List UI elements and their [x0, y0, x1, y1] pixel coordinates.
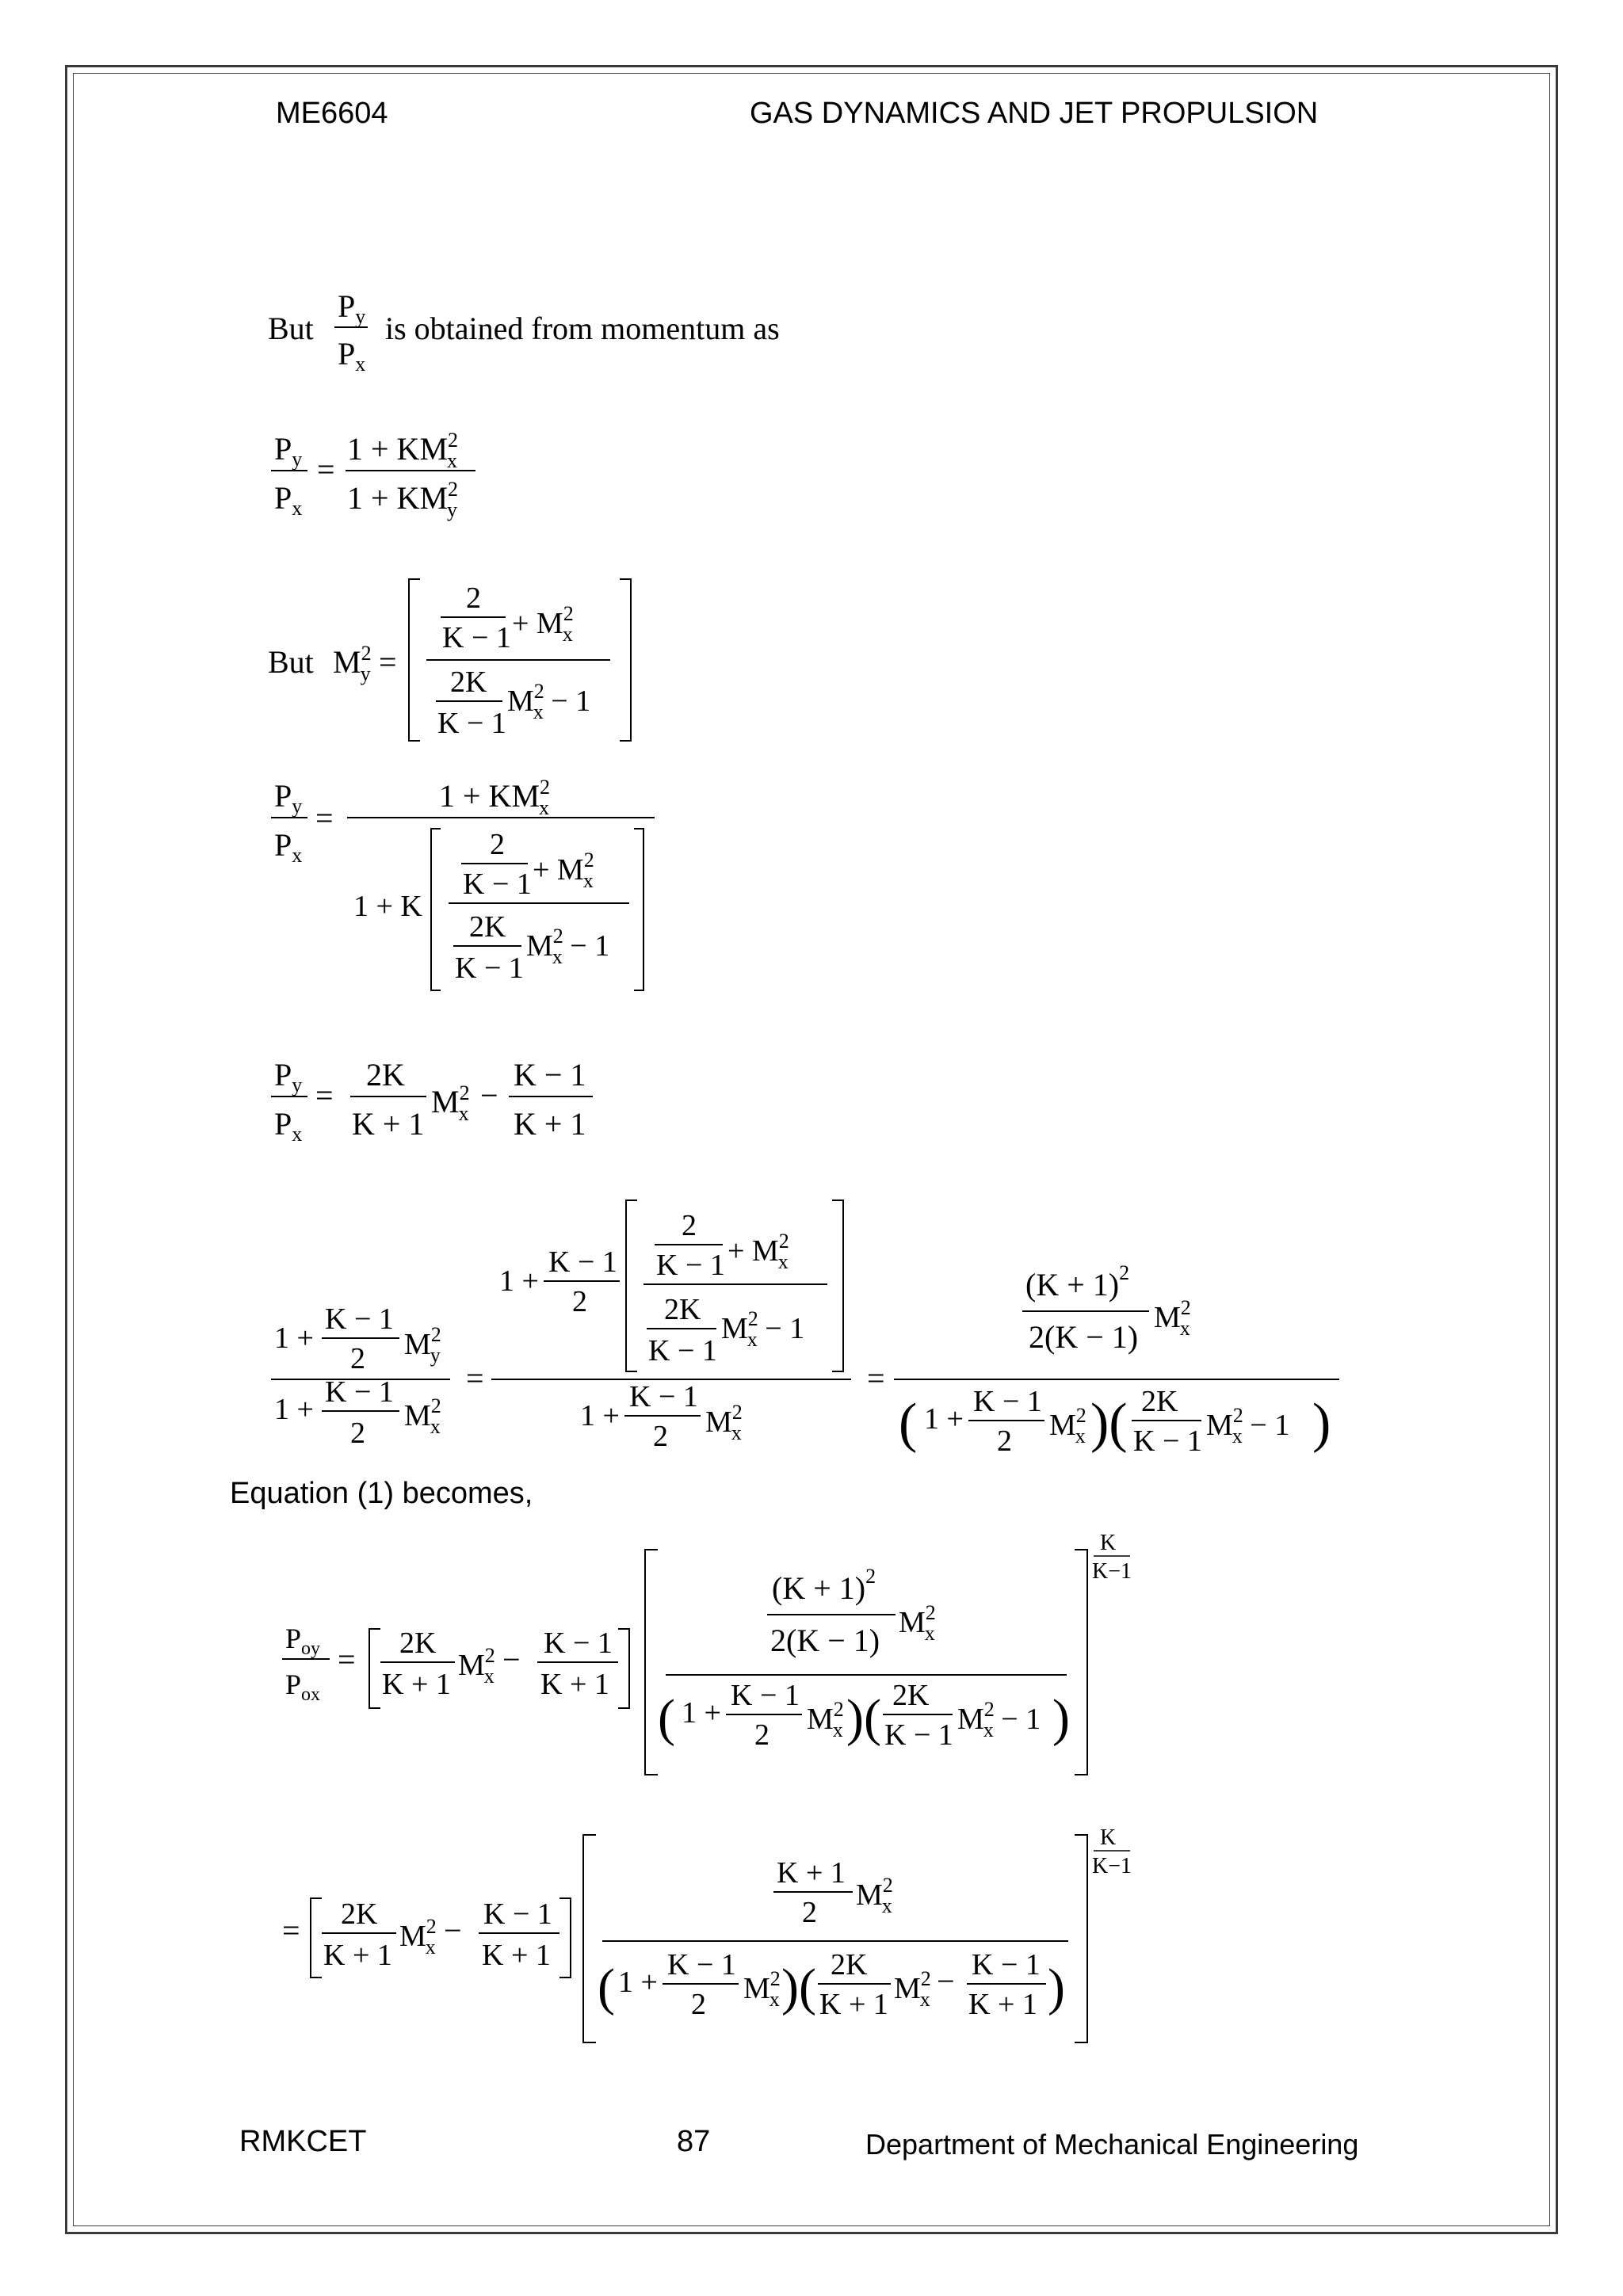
intro-but: But: [268, 311, 314, 346]
footer-page-number: 87: [677, 2125, 711, 2158]
svg-text:Px: $P_x$: [274, 480, 303, 520]
svg-text:2: 2: [802, 1896, 817, 1929]
svg-text:M2x: $M^2$ x: [404, 1394, 441, 1438]
svg-text:2(K − 1): 2(K − 1): [770, 1623, 880, 1658]
svg-text:1 +: 1 +: [682, 1696, 721, 1730]
svg-text:M2x − 1: $M^2$ x − 1: [526, 925, 610, 968]
svg-text:Py: $P_y$: [338, 288, 366, 328]
svg-text:K − 1: K − 1: [442, 621, 511, 654]
svg-text:M2x: $M^2$ x: [899, 1601, 936, 1645]
svg-text:K + 1: K + 1: [514, 1106, 586, 1142]
svg-text:2: 2: [653, 1420, 668, 1453]
svg-text:K−1: K−1: [1092, 1559, 1132, 1584]
svg-text:2K: 2K: [469, 910, 506, 944]
svg-text:K − 1: K − 1: [325, 1375, 394, 1409]
equation-pressure-ratio-final: [268, 1046, 617, 1157]
svg-text:K − 1: K − 1: [544, 1627, 613, 1660]
svg-text:K − 1: K − 1: [514, 1057, 586, 1093]
svg-text:M2x: $M^2$ x: [458, 1644, 495, 1688]
footer-college: RMKCET: [239, 2125, 367, 2158]
svg-text:K − 1: K − 1: [629, 1380, 698, 1413]
svg-text:K + 1: K + 1: [352, 1106, 425, 1142]
svg-text:K − 1: K − 1: [483, 1897, 552, 1931]
svg-text:K + 1: K + 1: [777, 1856, 846, 1890]
svg-text:Pox: $P_{ox}$: [285, 1669, 321, 1705]
svg-text:2K: 2K: [399, 1627, 437, 1660]
svg-text:M2x: $M^2$ x: [894, 1967, 931, 2011]
svg-text:2: 2: [754, 1718, 769, 1752]
svg-text:M2x: $M^2$ x: [807, 1698, 844, 1741]
svg-text:M2y: $M^2$ y: [404, 1323, 441, 1367]
svg-text:(: (: [598, 1958, 615, 2016]
svg-text:2K: 2K: [450, 666, 487, 699]
svg-text:+ M2x: + $M^2$ x: [512, 602, 574, 646]
svg-text:M2y: $M^2$ y: [333, 642, 372, 685]
svg-text:Px: $P_x$: [338, 336, 366, 376]
svg-text:K + 1: K + 1: [482, 1939, 551, 1972]
svg-text:Px: $P_x$: [274, 1106, 303, 1146]
svg-text:M2x − 1: $M^2$ x − 1: [957, 1698, 1041, 1741]
svg-text:M2x − 1: $M^2$ x − 1: [507, 680, 591, 723]
svg-text:2K: 2K: [664, 1293, 701, 1326]
svg-text:2: 2: [490, 828, 505, 861]
svg-text:(: (: [658, 1689, 675, 1747]
svg-text:−: −: [502, 1642, 521, 1677]
intro-text: is obtained from momentum as: [385, 311, 780, 346]
svg-text:Px: $P_x$: [274, 827, 303, 867]
svg-text:K + 1: K + 1: [323, 1939, 392, 1972]
svg-text:M2x: $M^2$ x: [856, 1874, 893, 1917]
svg-text:1 + KM2x: $1 + KM^2$ x: [347, 429, 459, 472]
svg-text:2K: 2K: [341, 1897, 378, 1931]
svg-text:K − 1: K − 1: [731, 1679, 800, 1712]
svg-text:2: 2: [691, 1988, 706, 2021]
svg-text:−: −: [444, 1913, 462, 1948]
svg-text:): ): [1048, 1958, 1065, 2016]
svg-text:)(: )(: [846, 1689, 881, 1747]
svg-text:2(K − 1): 2(K − 1): [1029, 1319, 1139, 1355]
svg-text:M2x: $M^2$ x: [1154, 1296, 1191, 1340]
svg-text:K + 1: K + 1: [382, 1668, 451, 1701]
svg-text:2: 2: [350, 1417, 365, 1450]
svg-text:Py: $P_y$: [274, 778, 303, 818]
svg-text:M2x: $M^2$ x: [705, 1401, 743, 1444]
svg-text:K − 1: K − 1: [667, 1948, 736, 1981]
svg-text:1 +: 1 +: [924, 1402, 964, 1436]
svg-text:K − 1: K − 1: [548, 1245, 617, 1279]
svg-text:K − 1: K − 1: [1133, 1425, 1202, 1458]
svg-text:=: =: [315, 800, 334, 836]
svg-text:M2x − 1: $M^2$ x − 1: [1206, 1404, 1290, 1447]
svg-text:1 + K: 1 + K: [353, 890, 422, 923]
svg-text:): ): [1312, 1393, 1331, 1454]
equation-my-squared: [268, 574, 648, 749]
svg-text:1 +: 1 +: [274, 1393, 314, 1426]
equation-temperature-ratio: [268, 1192, 1346, 1478]
svg-text:−: −: [480, 1077, 498, 1113]
header-course-code: ME6604: [276, 97, 388, 130]
svg-text:−: −: [937, 1963, 955, 1999]
footer-department: Department of Mechanical Engineering: [865, 2128, 1359, 2161]
svg-text:=: =: [466, 1360, 484, 1396]
equation-stagnation-pressure-ratio-simplified: [282, 1822, 1154, 2052]
header-course-title: GAS DYNAMICS AND JET PROPULSION: [750, 97, 1319, 130]
svg-text:2: 2: [466, 582, 481, 615]
svg-text:=: =: [379, 644, 397, 680]
svg-text:K−1: K−1: [1092, 1854, 1132, 1878]
svg-text:1 +: 1 +: [499, 1264, 539, 1298]
svg-text:2: 2: [997, 1425, 1012, 1458]
svg-text:K + 1: K + 1: [540, 1668, 609, 1701]
svg-text:M2x: $M^2$ x: [399, 1915, 437, 1958]
svg-text:K − 1: K − 1: [884, 1718, 953, 1752]
svg-text:K: K: [1100, 1825, 1117, 1850]
svg-text:2: 2: [682, 1209, 697, 1242]
svg-text:2: 2: [350, 1342, 365, 1375]
svg-text:K + 1: K + 1: [968, 1988, 1037, 2021]
equation-1-text: Equation (1) becomes,: [230, 1477, 533, 1510]
svg-text:=: =: [315, 1077, 334, 1113]
svg-text:1 + KM2x: $1 + KM^2$ x: [439, 776, 551, 819]
svg-text:(: (: [899, 1393, 918, 1454]
svg-text:2K: 2K: [1141, 1385, 1178, 1418]
svg-text:M2x − 1: $M^2$ x − 1: [721, 1307, 805, 1351]
svg-text:(K + 1)2: $(K + 1)^2$: [772, 1565, 876, 1606]
svg-text:K − 1: K − 1: [648, 1334, 717, 1367]
svg-text:=: =: [867, 1360, 885, 1396]
svg-text:K + 1: K + 1: [819, 1988, 888, 2021]
svg-text:M2x: $M^2$ x: [1049, 1404, 1086, 1447]
svg-text:1 +: 1 +: [580, 1399, 620, 1432]
svg-text:K − 1: K − 1: [656, 1249, 725, 1282]
svg-text:)(: )(: [1090, 1393, 1128, 1454]
svg-text:K − 1: K − 1: [973, 1385, 1042, 1418]
svg-text:+ M2x: + $M^2$ x: [533, 849, 594, 892]
svg-text:M2x: $M^2$ x: [743, 1967, 781, 2011]
equation-pressure-ratio-momentum: [268, 420, 506, 531]
svg-text:=: =: [317, 452, 335, 487]
svg-text:=: =: [338, 1642, 356, 1677]
svg-text:Py: $P_y$: [274, 431, 303, 471]
svg-text:): ): [1052, 1689, 1070, 1747]
svg-text:1 + KM2y: $1 + KM^2$ y: [347, 478, 459, 521]
svg-text:K − 1: K − 1: [972, 1948, 1041, 1981]
svg-text:1 +: 1 +: [618, 1966, 658, 1999]
svg-text:Py: $P_y$: [274, 1057, 303, 1097]
svg-text:M2x: $M^2$ x: [431, 1081, 470, 1125]
svg-text:(K + 1)2: $(K + 1)^2$: [1025, 1261, 1130, 1302]
svg-text:2K: 2K: [831, 1948, 868, 1981]
equation-stagnation-pressure-ratio: [282, 1527, 1154, 1789]
intro-line: [268, 277, 902, 380]
svg-text:K − 1: K − 1: [437, 707, 506, 740]
svg-text:=: =: [282, 1913, 300, 1948]
svg-text:K − 1: K − 1: [455, 952, 524, 985]
svg-text:+ M2x: + $M^2$ x: [727, 1230, 789, 1273]
svg-text:1 +: 1 +: [274, 1322, 314, 1355]
svg-text:2: 2: [572, 1285, 587, 1318]
svg-text:Poy: $P_{oy}$: [285, 1623, 321, 1659]
svg-text:K: K: [1100, 1531, 1117, 1555]
svg-text:K − 1: K − 1: [463, 868, 532, 901]
svg-text:K − 1: K − 1: [325, 1302, 394, 1336]
svg-text:2K: 2K: [366, 1057, 405, 1093]
but-label: But: [268, 644, 314, 680]
equation-pressure-ratio-substituted: [268, 769, 680, 998]
svg-text:)(: )(: [781, 1958, 816, 2016]
svg-text:2K: 2K: [892, 1679, 930, 1712]
